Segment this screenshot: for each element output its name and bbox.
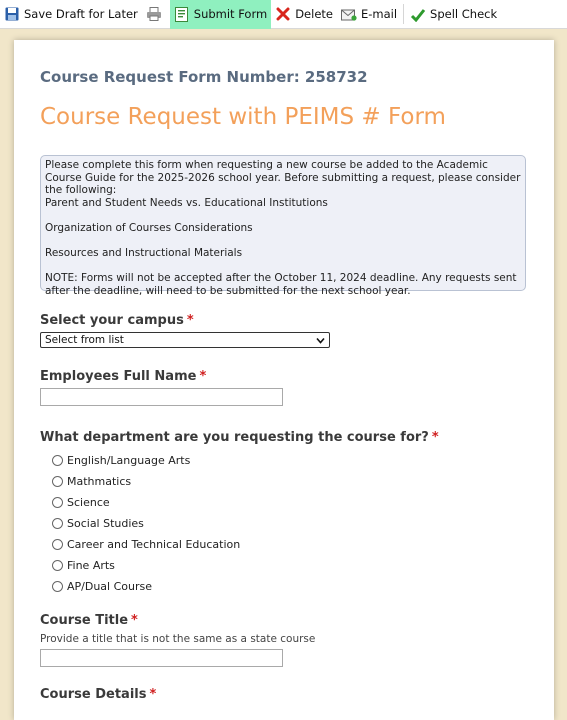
course-details-label: Course Details * [40,687,157,702]
form-number: Course Request Form Number: 258732 [40,68,368,86]
spell-check-button[interactable] [406,0,501,29]
intro-box [40,155,526,297]
department-option[interactable]: AP/Dual Course [52,580,152,593]
required-asterisk: * [131,613,138,628]
department-option[interactable]: Fine Arts [52,559,115,572]
required-asterisk: * [199,369,207,384]
save-draft-label: Save Draft for Later [24,7,138,21]
campus-select-value: Select from list [45,334,124,346]
email-label: E-mail [360,7,398,21]
full-name-label: Employees Full Name * [40,369,207,384]
delete-button[interactable] [271,0,337,29]
required-asterisk: * [186,313,194,328]
department-option[interactable]: Social Studies [52,517,144,530]
course-title-help: Provide a title that is not the same as a state course [40,633,316,645]
department-option[interactable]: Mathmatics [52,475,131,488]
intro-spacer [45,260,521,273]
radio-button[interactable] [52,518,63,529]
submit-form-button[interactable] [170,0,271,29]
course-title-input[interactable] [40,649,283,667]
form-title: Course Request with PEIMS # Form [40,104,446,130]
toolbar [0,0,567,29]
spell-check-label: Spell Check [430,7,498,21]
full-name-input[interactable] [40,388,283,406]
radio-button[interactable] [52,476,63,487]
intro-paragraph: Please complete this form when requesting a new course be added to the Academic Course Guide for the 2025-2026 school year. Before submitting a request, please consider the following: [45,159,521,197]
chevron-down-icon [316,335,325,349]
intro-paragraph: Parent and Student Needs vs. Educational Institutions [45,196,328,209]
campus-select[interactable] [40,332,330,348]
print-button[interactable] [142,0,170,29]
intro-paragraph: Resources and Instructional Materials [45,247,243,260]
intro-paragraph: Organization of Courses Considerations [45,221,253,234]
intro-spacer [45,235,521,248]
required-asterisk: * [431,430,439,445]
delete-label: Delete [295,7,333,21]
department-option[interactable]: Career and Technical Education [52,538,240,551]
intro-spacer [45,209,521,222]
intro-note: NOTE: Forms will not be accepted after the October 11, 2024 deadline. Any requests sent after the deadline, will need to be submitted for the next school year. [45,272,517,297]
radio-button[interactable] [52,581,63,592]
submit-form-label: Submit Form [193,7,268,21]
department-option[interactable]: Science [52,496,110,509]
course-title-label: Course Title * [40,613,138,628]
radio-button[interactable] [52,560,63,571]
delete-x-icon [275,6,291,22]
toolbar-separator [403,4,404,24]
campus-label: Select your campus * [40,313,194,328]
form-panel [14,40,554,720]
email-button[interactable] [337,0,401,29]
spell-check-icon [410,6,426,22]
submit-document-icon [174,6,190,22]
department-label: What department are you requesting the course for? * [40,430,439,445]
save-draft-button[interactable] [0,0,142,29]
envelope-icon [341,6,357,22]
floppy-disk-icon [4,6,20,22]
radio-button[interactable] [52,497,63,508]
department-option[interactable]: English/Language Arts [52,454,190,467]
printer-icon [146,6,162,22]
radio-button[interactable] [52,539,63,550]
required-asterisk: * [149,687,157,702]
radio-button[interactable] [52,455,63,466]
